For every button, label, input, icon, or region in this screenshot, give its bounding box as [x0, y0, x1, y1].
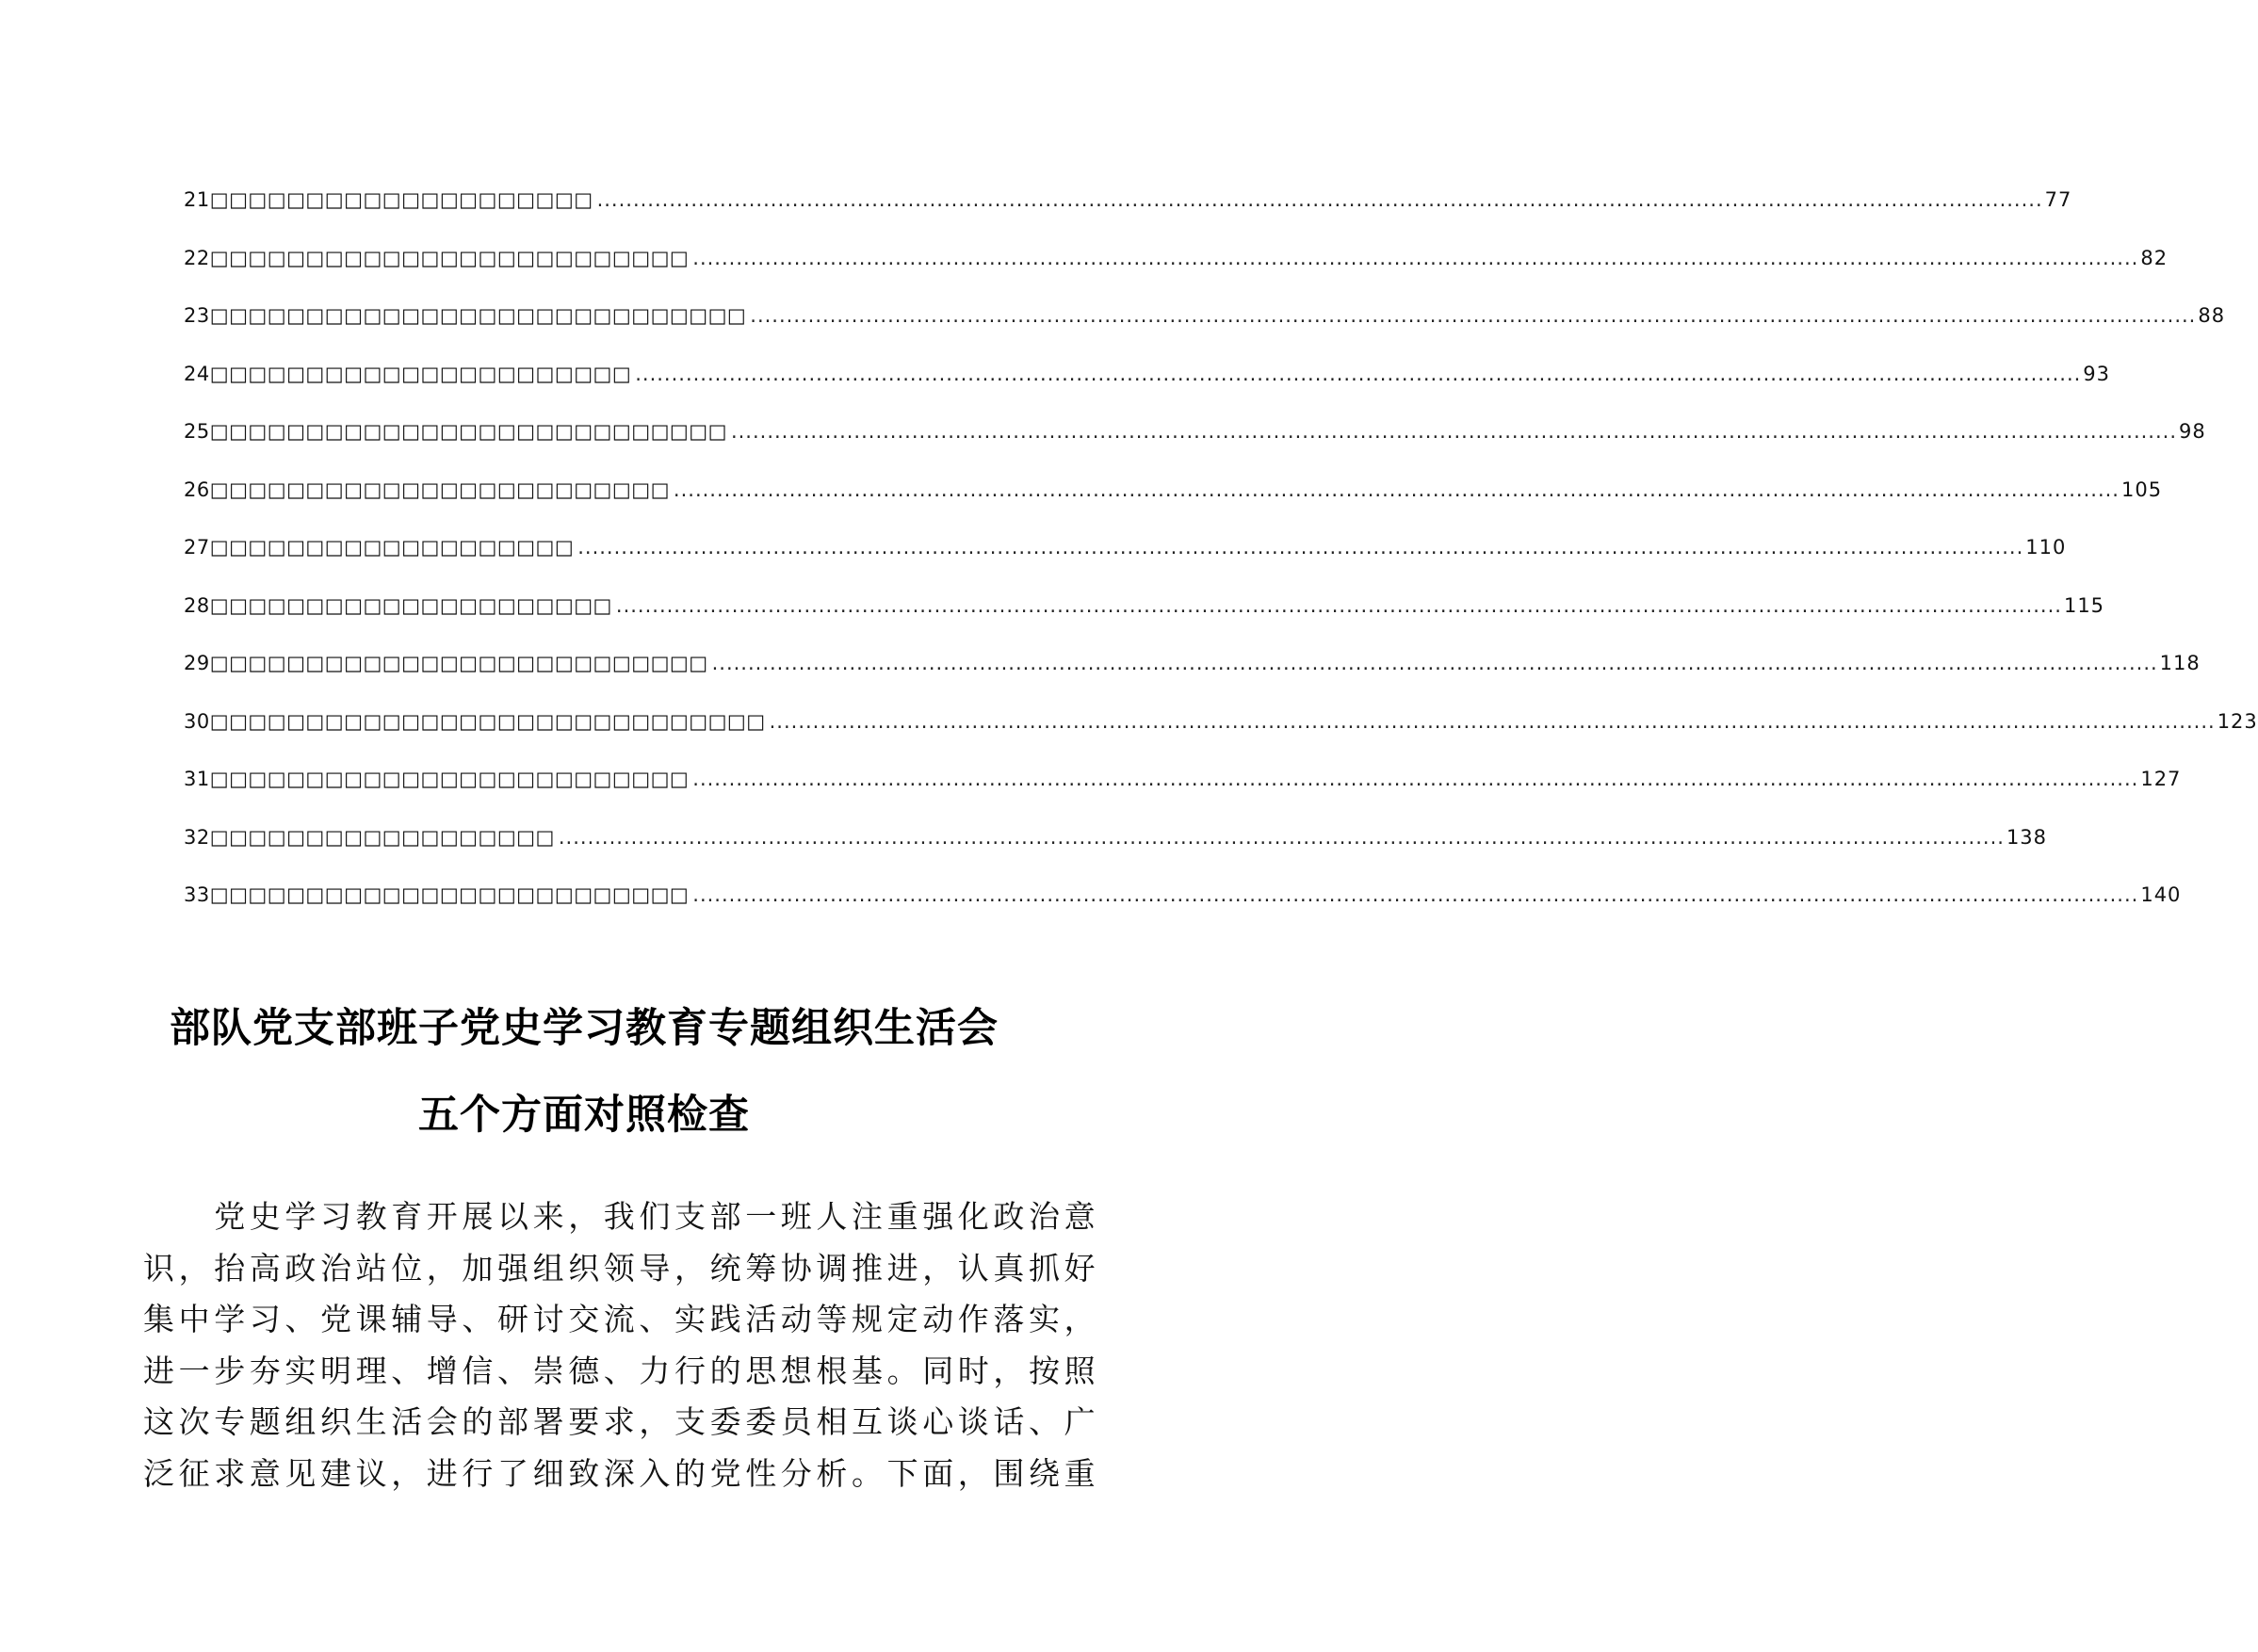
toc-entry-page-number: 88: [2198, 304, 2226, 327]
document-title-line-1: 部队党支部班子党史学习教育专题组织生活会: [170, 1005, 999, 1052]
toc-entry-page-number: 105: [2120, 478, 2163, 501]
toc-entry[interactable]: [184, 478, 2163, 537]
toc-dot-leader: ........................................................................................................................................................................................................: [615, 593, 2062, 617]
toc-entry-page-number: 115: [2063, 593, 2105, 617]
toc-entry-page-number: 77: [2044, 188, 2072, 211]
body-text-line: 识，抬高政治站位，加强组织领导，统筹协调推进，认真抓好: [143, 1249, 1100, 1287]
toc-dot-leader: ........................................................................................................................................................................................................: [673, 478, 2120, 501]
toc-entry-title: 32□□□□□□□□□□□□□□□□□□: [184, 825, 555, 849]
toc-entry-title: 23□□□□□□□□□□□□□□□□□□□□□□□□□□□□: [184, 304, 747, 327]
toc-entry-title: 28□□□□□□□□□□□□□□□□□□□□□: [184, 593, 612, 617]
toc-entry[interactable]: [184, 709, 2258, 769]
toc-dot-leader: ........................................................................................................................................................................................................: [558, 825, 2005, 849]
toc-entry-page-number: 98: [2179, 420, 2206, 443]
toc-dot-leader: ........................................................................................................................................................................................................: [692, 768, 2139, 790]
toc-entry-title: 33□□□□□□□□□□□□□□□□□□□□□□□□□: [184, 883, 690, 906]
toc-entry-page-number: 118: [2159, 652, 2201, 674]
toc-dot-leader: ........................................................................................................................................................................................................: [577, 536, 2024, 559]
toc-dot-leader: ........................................................................................................................................................................................................: [596, 188, 2043, 211]
toc-entry-title: 22□□□□□□□□□□□□□□□□□□□□□□□□□: [184, 246, 690, 269]
toc-dot-leader: ........................................................................................................................................................................................................: [692, 246, 2139, 269]
toc-entry[interactable]: [184, 652, 2201, 710]
toc-entry-page-number: 127: [2140, 768, 2182, 790]
toc-entry-page-number: 123: [2217, 709, 2258, 733]
toc-dot-leader: ........................................................................................................................................................................................................: [692, 883, 2139, 906]
toc-entry-page-number: 93: [2083, 362, 2111, 385]
body-paragraph: [143, 1191, 1100, 1499]
table-of-contents: [184, 188, 2258, 942]
toc-entry-title: 21□□□□□□□□□□□□□□□□□□□□: [184, 188, 593, 211]
body-text-line: 这次专题组织生活会的部署要求，支委委员相互谈心谈话、广: [143, 1403, 1100, 1440]
document-title-line-2: 五个方面对照检查: [418, 1092, 750, 1139]
toc-entry-title: 27□□□□□□□□□□□□□□□□□□□: [184, 536, 575, 559]
toc-entry-title: 31□□□□□□□□□□□□□□□□□□□□□□□□□: [184, 768, 690, 790]
toc-entry[interactable]: [184, 825, 2048, 884]
body-text-line: 泛征求意见建议，进行了细致深入的党性分析。下面，围绕重: [143, 1454, 1100, 1492]
toc-entry-page-number: 82: [2140, 246, 2169, 269]
toc-entry[interactable]: [184, 768, 2182, 826]
toc-dot-leader: ........................................................................................................................................................................................................: [635, 362, 2082, 385]
toc-entry[interactable]: [184, 420, 2206, 478]
toc-entry[interactable]: [184, 593, 2105, 653]
toc-dot-leader: ........................................................................................................................................................................................................: [711, 652, 2158, 674]
body-text-line: 党史学习教育开展以来，我们支部一班人注重强化政治意: [143, 1198, 1100, 1235]
body-text-line: 进一步夯实明理、增信、崇德、力行的思想根基。同时，按照: [143, 1352, 1100, 1389]
toc-entry-title: 24□□□□□□□□□□□□□□□□□□□□□□: [184, 362, 632, 385]
toc-entry[interactable]: [184, 246, 2169, 305]
toc-entry-title: 26□□□□□□□□□□□□□□□□□□□□□□□□: [184, 478, 670, 501]
toc-entry-page-number: 110: [2025, 536, 2067, 559]
toc-dot-leader: ........................................................................................................................................................................................................: [750, 304, 2197, 327]
toc-entry[interactable]: [184, 304, 2226, 363]
toc-entry[interactable]: [184, 883, 2182, 942]
body-text-line: 集中学习、党课辅导、研讨交流、实践活动等规定动作落实，: [143, 1301, 1100, 1337]
toc-dot-leader: ........................................................................................................................................................................................................: [730, 420, 2177, 443]
toc-entry-page-number: 138: [2006, 825, 2048, 849]
toc-entry[interactable]: [184, 188, 2072, 247]
toc-entry-title: 29□□□□□□□□□□□□□□□□□□□□□□□□□□: [184, 652, 708, 674]
toc-dot-leader: ........................................................................................................................................................................................................: [769, 709, 2216, 733]
toc-entry[interactable]: [184, 362, 2111, 421]
toc-entry[interactable]: [184, 536, 2067, 594]
toc-entry-page-number: 140: [2140, 883, 2182, 906]
toc-entry-title: 25□□□□□□□□□□□□□□□□□□□□□□□□□□□: [184, 420, 727, 443]
toc-entry-title: 30□□□□□□□□□□□□□□□□□□□□□□□□□□□□□: [184, 709, 766, 733]
